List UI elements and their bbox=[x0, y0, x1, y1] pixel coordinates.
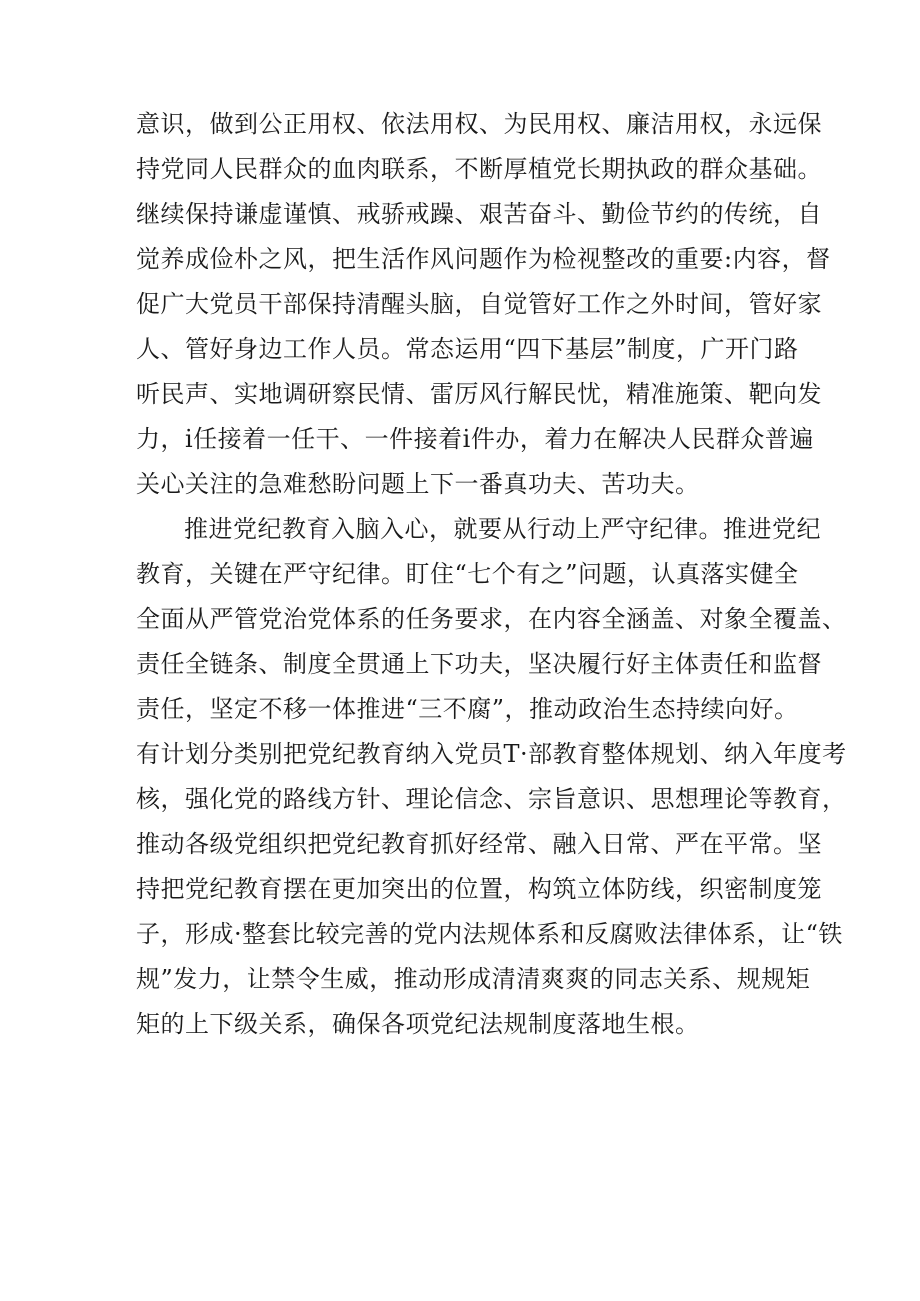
paragraph-1-line-1: 意识，做到公正用权、依法用权、为民用权、廉洁用权，永远保 bbox=[136, 110, 822, 138]
paragraph-1-line-7: 听民声、实地调研察民情、雷厉风行解民忧，精准施策、靶向发 bbox=[136, 380, 822, 408]
paragraph-2-line-11: 规”发力，让禁令生威，推动形成清清爽爽的同志关系、规规矩 bbox=[136, 965, 811, 993]
paragraph-1-line-8: 力，i任接着一任干、一件接着i件办，着力在解决人民群众普遍 bbox=[136, 425, 814, 453]
paragraph-2-line-3: 全面从严管党治党体系的任务要求，在内容全涵盖、对象全覆盖、 bbox=[136, 605, 847, 633]
paragraph-1-line-6: 人、管好身边工作人员。常态运用“四下基层”制度，广开门路 bbox=[136, 335, 799, 363]
paragraph-2-line-9: 持把党纪教育摆在更加突出的位置，构筑立体防线，织密制度笼 bbox=[136, 875, 822, 903]
paragraph-2-line-6: 有计划分类别把党纪教育纳入党员T·部教育整体规划、纳入年度考 bbox=[136, 740, 847, 768]
paragraph-2-line-8: 推动各级党组织把党纪教育抓好经常、融入日常、严在平常。坚 bbox=[136, 830, 822, 858]
paragraph-2-line-12: 矩的上下级关系，确保各项党纪法规制度落地生根。 bbox=[136, 1010, 700, 1038]
paragraph-1-line-4: 觉养成俭朴之风，把生活作风问题作为检视整改的重要:内容，督 bbox=[136, 245, 831, 273]
paragraph-2-line-4: 责任全链条、制度全贯通上下功夫，坚决履行好主体责任和监督 bbox=[136, 650, 822, 678]
paragraph-1-line-9: 关心关注的急难愁盼问题上下一番真功夫、苦功夫。 bbox=[136, 470, 700, 498]
paragraph-2-line-7: 核，强化党的路线方针、理论信念、宗旨意识、思想理论等教育， bbox=[136, 785, 847, 813]
paragraph-2-line-1: 推进党纪教育入脑入心，就要从行动上严守纪律。推进党纪 bbox=[184, 515, 821, 543]
paragraph-1-line-2: 持党同人民群众的血肉联系，不断厚植党长期执政的群众基础。 bbox=[136, 155, 822, 183]
paragraph-2-line-2: 教育，关键在严守纪律。盯住“七个有之”问题，认真落实健全 bbox=[136, 560, 799, 588]
paragraph-1-line-3: 继续保持谦虚谨慎、戒骄戒躁、艰苦奋斗、勤俭节约的传统，自 bbox=[136, 200, 822, 228]
paragraph-1-line-5: 促广大党员干部保持清醒头脑，自觉管好工作之外时间，管好家 bbox=[136, 290, 822, 318]
paragraph-2-line-10: 子，形成·整套比较完善的党内法规体系和反腐败法律体系，让“铁 bbox=[136, 920, 843, 948]
paragraph-2-line-5: 责任，坚定不移一体推进“三不腐”，推动政治生态持续向好。 bbox=[136, 695, 799, 723]
